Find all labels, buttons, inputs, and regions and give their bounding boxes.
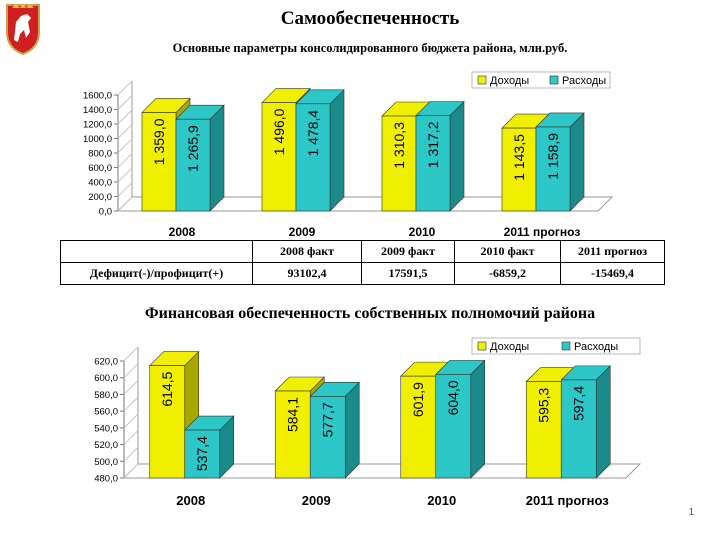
table-header-cell: 2010 факт — [455, 241, 561, 263]
y-gridline — [124, 431, 138, 445]
x-tick-label: 2008 — [168, 225, 196, 239]
bar-value-label: 1 158,9 — [545, 132, 561, 180]
y-tick-label: 600,0 — [88, 163, 112, 174]
y-tick-label: 1200,0 — [82, 119, 112, 131]
section-title: Финансовая обеспеченность собственных полномочий района — [144, 305, 596, 322]
y-tick-label: 1000,0 — [82, 134, 112, 145]
bar-side — [345, 382, 359, 478]
y-gridline — [124, 380, 138, 394]
bar-side — [471, 360, 485, 478]
y-tick-label: 0,0 — [98, 206, 112, 218]
table-cell: -6859,2 — [455, 263, 561, 285]
table-cell: 17591,5 — [362, 263, 455, 285]
page-subtitle: Основные параметры консолидированного бюджета района, млн.руб. — [172, 41, 568, 55]
x-tick-label: 2010 — [427, 493, 457, 508]
legend-swatch — [562, 342, 570, 350]
bar-value-label: 537,4 — [194, 436, 211, 472]
x-tick-label: 2010 — [408, 225, 436, 239]
y-gridline — [124, 364, 138, 378]
bar-side — [596, 366, 610, 478]
y-gridline — [124, 447, 138, 461]
bar-value-label: 595,3 — [535, 387, 552, 423]
y-tick-label: 580,0 — [94, 389, 118, 401]
table-header-cell: 2008 факт — [253, 241, 362, 263]
y-tick-label: 520,0 — [94, 440, 118, 452]
page-number: 1 — [688, 507, 694, 518]
table-header-cell: 2011 прогноз — [561, 241, 665, 263]
y-tick-label: 540,0 — [94, 423, 118, 435]
y-gridline — [124, 397, 138, 411]
bar-value-label: 597,4 — [570, 385, 587, 421]
y-tick-label: 1600,0 — [82, 90, 112, 102]
legend-label: Доходы — [490, 75, 530, 87]
y-tick-label: 560,0 — [94, 406, 118, 418]
bar-value-label: 1 310,3 — [391, 122, 407, 169]
legend-label: Расходы — [574, 341, 619, 353]
bar-expense-4 — [561, 366, 610, 478]
x-tick-label: 2009 — [301, 493, 331, 508]
table-cell: -15469,4 — [561, 263, 665, 285]
bar-value-label: 614,5 — [159, 371, 176, 407]
page-title: Самообеспеченность — [280, 8, 460, 29]
bar-value-label: 1 265,9 — [185, 125, 201, 172]
y-tick-label: 620,0 — [94, 356, 118, 368]
bar-value-label: 1 143,5 — [511, 134, 527, 181]
bar-value-label: 601,9 — [410, 382, 427, 418]
bar-value-label: 1 478,4 — [305, 109, 321, 157]
table-cell: 93102,4 — [253, 263, 362, 285]
bar-value-label: 604,0 — [445, 380, 462, 416]
y-tick-label: 400,0 — [88, 177, 112, 189]
y-tick-label: 600,0 — [94, 373, 118, 385]
y-gridline — [124, 414, 138, 428]
table-row-label: Дефицит(-)/профицит(+) — [61, 263, 253, 285]
x-tick-label: 2009 — [288, 225, 316, 239]
y-gridline — [124, 347, 138, 361]
bar-value-label: 577,7 — [319, 402, 336, 438]
bar-value-label: 1 359,0 — [151, 118, 167, 166]
bar-value-label: 1 496,0 — [271, 108, 287, 156]
y-tick-label: 800,0 — [88, 148, 112, 160]
y-tick-label: 200,0 — [88, 192, 112, 203]
legend-swatch — [478, 342, 486, 350]
y-tick-label: 500,0 — [94, 456, 118, 468]
legend-label: Расходы — [562, 75, 607, 87]
y-tick-label: 480,0 — [94, 473, 118, 485]
x-tick-label: 2011 прогноз — [503, 225, 581, 239]
x-tick-label: 2011 прогноз — [525, 493, 609, 508]
x-tick-label: 2008 — [176, 493, 206, 508]
bar-value-label: 584,1 — [284, 397, 301, 433]
bar-expense-3 — [436, 360, 485, 478]
bar-value-label: 1 317,2 — [425, 121, 441, 169]
y-tick-label: 1400,0 — [82, 105, 112, 116]
legend-label: Доходы — [490, 341, 530, 353]
table-header-cell: 2009 факт — [362, 241, 455, 263]
